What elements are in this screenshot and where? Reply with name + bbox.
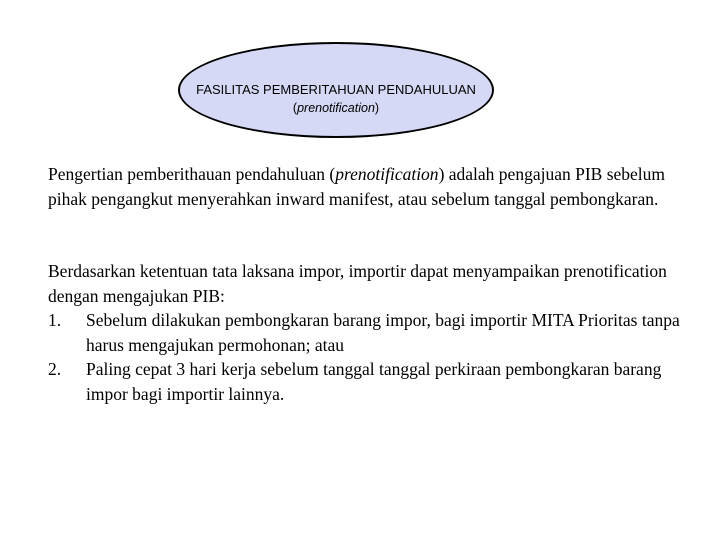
provisions-section: [48, 259, 698, 406]
slide-title: FASILITAS PEMBERITAHUAN PENDAHULUAN: [196, 82, 476, 97]
subtitle-close-paren: ): [374, 101, 380, 115]
provisions-intro: Berdasarkan ketentuan tata laksana impor, importir dapat menyampaikan prenotification dengan mengajukan PIB:: [48, 261, 667, 306]
list-item-number: 2.: [48, 359, 62, 379]
list-item-number: 1.: [48, 310, 62, 330]
definition-text: [48, 162, 698, 211]
list-item-text: Sebelum dilakukan pembongkaran barang impor, bagi importir MITA Prioritas tanpa harus mengajukan permohonan; atau: [86, 310, 680, 355]
definition-paragraph: [48, 162, 698, 211]
slide-subtitle: [180, 101, 492, 115]
subtitle-italic-term: prenotification: [297, 101, 375, 115]
subtitle-open-paren: (: [292, 101, 298, 115]
provisions-list: [48, 308, 698, 406]
definition-rest: ) adalah pengajuan PIB sebelum pihak pengangkut menyerahkan inward manifest, atau sebelum tanggal pembongkaran.: [48, 164, 666, 209]
list-item: [48, 308, 698, 357]
list-item-text: Paling cepat 3 hari kerja sebelum tanggal tanggal perkiraan pembongkaran barang impor bagi importir lainnya.: [86, 359, 662, 404]
title-banner: [178, 42, 494, 138]
list-item: [48, 357, 698, 406]
definition-italic-term: prenotification: [335, 164, 439, 184]
definition-lead: Pengertian pemberithauan pendahuluan (: [48, 164, 336, 184]
